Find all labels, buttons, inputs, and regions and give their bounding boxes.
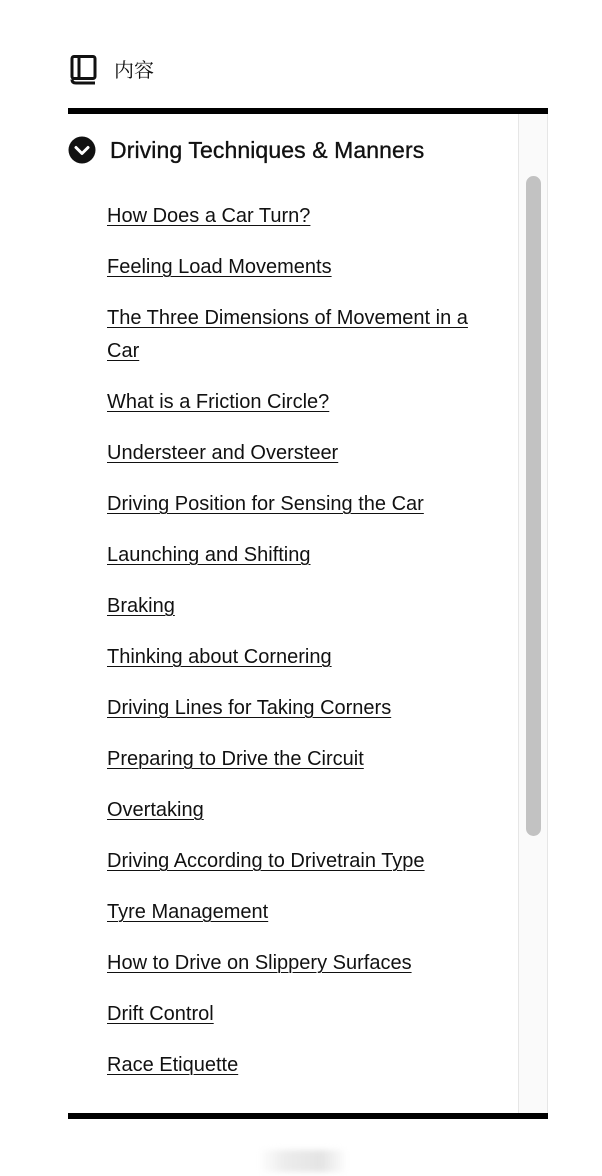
toc-link[interactable]: Drift Control	[107, 1003, 214, 1025]
list-item	[107, 743, 502, 776]
list-item	[107, 794, 502, 827]
chevron-down-circle-icon[interactable]	[68, 136, 96, 164]
toc-link[interactable]: Race Etiquette	[107, 1054, 239, 1076]
book-icon	[70, 55, 98, 85]
list-item	[107, 845, 502, 878]
list-item	[107, 386, 502, 419]
toc-link[interactable]: Overtaking	[107, 799, 204, 821]
toc-link[interactable]: Feeling Load Movements	[107, 256, 332, 278]
bottom-divider	[68, 1113, 548, 1119]
toc-link[interactable]: Driving Lines for Taking Corners	[107, 697, 392, 719]
list-item	[107, 488, 502, 521]
toc-link[interactable]: How Does a Car Turn?	[107, 205, 311, 227]
toc-link[interactable]: Driving According to Drivetrain Type	[107, 850, 425, 872]
list-item	[107, 692, 502, 725]
scrollbar-track[interactable]	[518, 114, 548, 1113]
toc-link[interactable]: How to Drive on Slippery Surfaces	[107, 952, 412, 974]
list-item	[107, 200, 502, 233]
toc-link[interactable]: What is a Friction Circle?	[107, 391, 330, 413]
list-item	[107, 896, 502, 929]
section-toggle[interactable]	[68, 136, 424, 164]
contents-title: 内容	[114, 58, 154, 82]
toc-link[interactable]: Launching and Shifting	[107, 544, 311, 566]
toc-link[interactable]: The Three Dimensions of Movement in a Car	[107, 307, 468, 362]
list-item	[107, 302, 502, 368]
list-item	[107, 437, 502, 470]
list-item	[107, 590, 502, 623]
list-item	[107, 947, 502, 980]
scrollbar-thumb[interactable]	[526, 176, 541, 836]
toc-link[interactable]: Thinking about Cornering	[107, 646, 332, 668]
blurred-footer-text	[258, 1150, 348, 1172]
list-item	[107, 1049, 502, 1082]
toc-link[interactable]: Tyre Management	[107, 901, 269, 923]
contents-header	[70, 54, 154, 86]
section-title[interactable]: Driving Techniques & Manners	[110, 136, 425, 163]
toc-list	[107, 200, 502, 1100]
toc-link[interactable]: Braking	[107, 595, 175, 617]
toc-link[interactable]: Understeer and Oversteer	[107, 442, 339, 464]
list-item	[107, 539, 502, 572]
list-item	[107, 251, 502, 284]
toc-panel	[68, 114, 548, 1113]
list-item	[107, 641, 502, 674]
list-item	[107, 998, 502, 1031]
toc-link[interactable]: Preparing to Drive the Circuit	[107, 748, 364, 770]
toc-link[interactable]: Driving Position for Sensing the Car	[107, 493, 424, 515]
